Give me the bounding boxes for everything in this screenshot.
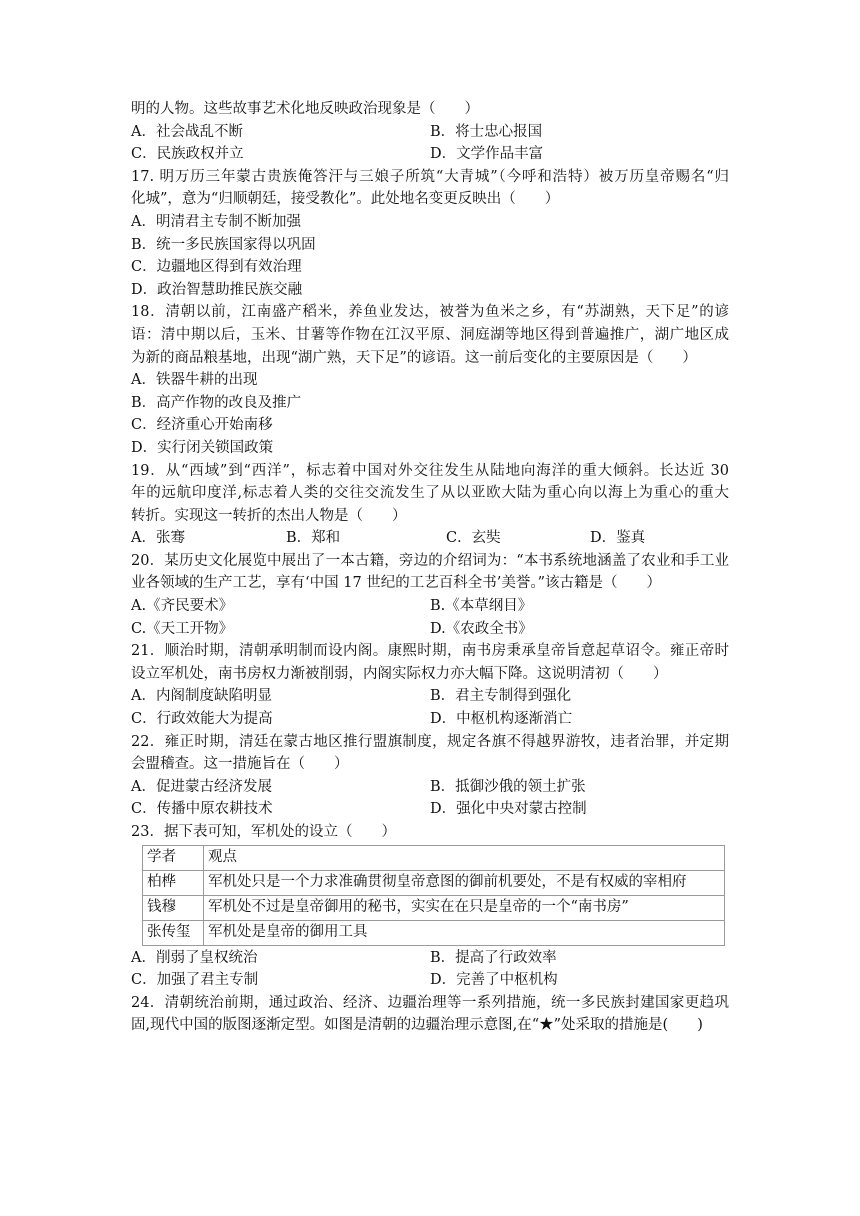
q22-stem-line-1: 22．雍正时期，清廷在蒙古地区推行盟旗制度，规定各旗不得越界游牧，违者治罪，并定期: [131, 733, 729, 750]
q17-option-d[interactable]: D．政治智慧助推民族交融: [131, 281, 303, 298]
q16-options-row-1: [131, 121, 729, 144]
q22-option-a[interactable]: A．促进蒙古经济发展: [131, 778, 272, 795]
q18-stem-line-1: 18．清朝以前，江南盛产稻米，养鱼业发达，被誉为鱼米之乡，有“苏湖熟，天下足”的谚: [131, 304, 729, 321]
q23-stem: 23．据下表可知，军机处的设立（ ）: [131, 824, 396, 840]
q19-option-d[interactable]: D．鉴真: [590, 530, 646, 547]
table-cell-view: 军机处只是一个力求准确贯彻皇帝意图的御前机要处，不是有权威的宰相府: [204, 870, 725, 895]
q16-stem-tail: 明的人物。这些故事艺术化地反映政治现象是（ ）: [131, 101, 479, 117]
q22-option-d[interactable]: D．强化中央对蒙古控制: [430, 801, 587, 818]
q16-options-row-2: [131, 143, 729, 166]
q18-option-a[interactable]: A．铁器牛耕的出现: [131, 372, 258, 389]
q18-option-c[interactable]: C．经济重心开始南移: [131, 417, 273, 434]
q20-stem-line-2: 业各领域的生产工艺，享有‘中国 17 世纪的工艺百科全书’美誉。”该古籍是（ ）: [131, 575, 662, 592]
q19-stem-line-3: 转折。实现这一转折的杰出人物是（ ）: [131, 507, 407, 524]
q17-option-b[interactable]: B．统一多民族国家得以巩固: [131, 236, 316, 253]
q21-stem-line-1: 21．顺治时期，清朝承明制而设内阁。康熙时期，南书房秉承皇帝旨意起草诏令。雍正帝时: [131, 643, 729, 660]
q23-option-c[interactable]: C．加强了君主专制: [131, 972, 259, 989]
q23-option-a[interactable]: A．削弱了皇权统治: [131, 949, 258, 966]
q21-option-a[interactable]: A．内阁制度缺陷明显: [131, 688, 272, 705]
q21-option-d[interactable]: D．中枢机构逐渐消亡: [430, 711, 573, 728]
table-cell-scholar: 张传玺: [143, 920, 204, 945]
q18-option-d[interactable]: D．实行闭关锁国政策: [131, 439, 274, 456]
q23-option-b[interactable]: B．提高了行政效率: [430, 949, 557, 966]
q24-stem-line-2: 固,现代中国的版图逐渐定型。如图是清朝的边疆治理示意图,在“★”处采取的措施是( ): [131, 1017, 703, 1034]
q21-stem-line-2: 设立军机处，南书房权力渐被削弱，内阁实际权力亦大幅下降。这说明清初（ ）: [131, 665, 668, 682]
q16-option-c[interactable]: C．民族政权并立: [131, 146, 244, 163]
q21-options-row-1: [131, 685, 729, 708]
q17-stem-line-2: 化城”，意为“归顺朝廷，接受教化”。此处地名变更反映出（ ）: [131, 191, 560, 208]
q24-stem-line-1: 24．清朝统治前期，通过政治、经济、边疆治理等一系列措施，统一多民族封建国家更趋巩: [131, 994, 729, 1011]
q19-stem-line-1: 19．从“西域”到“西洋”，标志着中国对外交往发生从陆地向海洋的重大倾斜。长达近 30: [131, 462, 729, 479]
table-header-view: 观点: [204, 845, 725, 870]
q20-option-c[interactable]: C.《天工开物》: [131, 620, 234, 637]
table-header-row: [143, 845, 725, 870]
q20-stem-line-1: 20．某历史文化展览中展出了一本古籍，旁边的介绍词为：“本书系统地涵盖了农业和手工业: [131, 552, 729, 569]
table-cell-scholar: 钱穆: [143, 895, 204, 920]
q17-stem-line-1: 17. 明万历三年蒙古贵族俺答汗与三娘子所筑“大青城”（今呼和浩特）被万历皇帝赐名“归: [131, 168, 729, 185]
q20-options-row-1: [131, 595, 729, 618]
q22-options-row-2: [131, 798, 729, 821]
table-row: [143, 870, 725, 895]
q22-option-b[interactable]: B．抵御沙俄的领土扩张: [430, 778, 586, 795]
q18-stem-line-2: 语：清中期以后，玉米、甘薯等作物在江汉平原、洞庭湖等地区得到普遍推广，湖广地区成: [131, 326, 729, 343]
q21-option-b[interactable]: B．君主专制得到强化: [430, 688, 572, 705]
q21-options-row-2: [131, 708, 729, 731]
q23-option-d[interactable]: D．完善了中枢机构: [430, 972, 558, 989]
scholar-views-table: [142, 845, 725, 946]
exam-page: [131, 98, 729, 1037]
table-cell-view: 军机处是皇帝的御用工具: [204, 920, 725, 945]
q19-option-c[interactable]: C．玄奘: [446, 530, 501, 547]
q16-option-a[interactable]: A．社会战乱不断: [131, 123, 243, 140]
table-row: [143, 920, 725, 945]
q22-stem-line-2: 会盟稽查。这一措施旨在（ ）: [131, 756, 349, 773]
q18-stem-line-3: 为新的商品粮基地，出现“湖广熟，天下足”的谚语。这一前后变化的主要原因是（ ）: [131, 349, 697, 366]
table-row: [143, 895, 725, 920]
q20-option-a[interactable]: A.《齐民要术》: [131, 598, 234, 615]
q19-option-a[interactable]: A．张骞: [131, 530, 185, 547]
q20-option-d[interactable]: D.《农政全书》: [430, 620, 533, 637]
q23-options-row-1: [131, 947, 729, 970]
table-cell-scholar: 柏桦: [143, 870, 204, 895]
q19-option-b[interactable]: B．郑和: [286, 530, 341, 547]
q17-option-c[interactable]: C．边疆地区得到有效治理: [131, 259, 302, 276]
q17-option-a[interactable]: A．明清君主专制不断加强: [131, 213, 301, 230]
q23-options-row-2: [131, 969, 729, 992]
table-cell-view: 军机处不过是皇帝御用的秘书，实实在在只是皇帝的一个“南书房”: [204, 895, 725, 920]
table-header-scholar: 学者: [143, 845, 204, 870]
q16-option-d[interactable]: D．文学作品丰富: [430, 146, 544, 163]
q21-option-c[interactable]: C．行政效能大为提高: [131, 711, 273, 728]
q22-options-row-1: [131, 776, 729, 799]
q20-options-row-2: [131, 618, 729, 641]
q19-stem-line-2: 年的远航印度洋,标志着人类的交往交流发生了从以亚欧大陆为重心向以海上为重心的重大: [131, 485, 729, 502]
q22-option-c[interactable]: C．传播中原农耕技术: [131, 801, 273, 818]
q16-option-b[interactable]: B．将士忠心报国: [430, 123, 543, 140]
q20-option-b[interactable]: B.《本草纲目》: [430, 598, 533, 615]
q18-option-b[interactable]: B．高产作物的改良及推广: [131, 394, 302, 411]
q19-options-row: [131, 527, 729, 550]
